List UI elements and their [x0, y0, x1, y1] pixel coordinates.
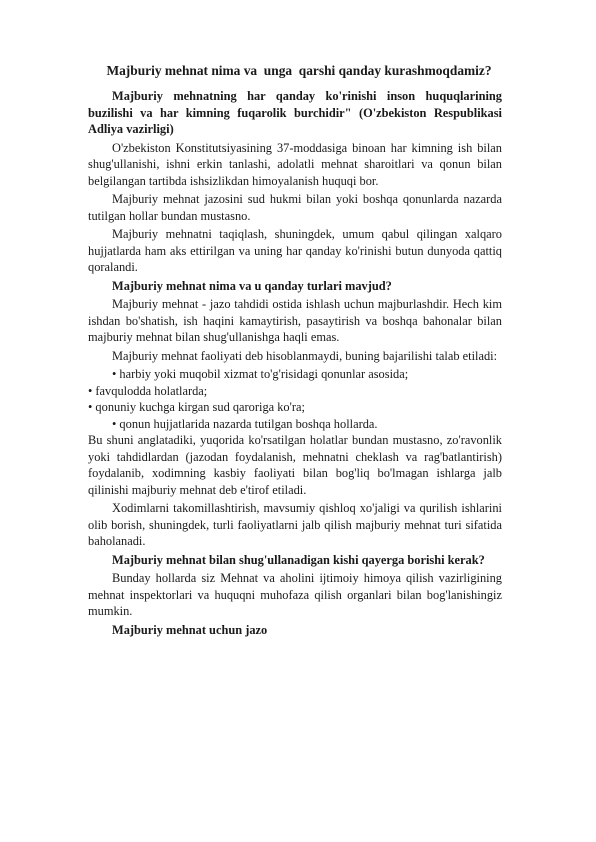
paragraph-not-considered: Majburiy mehnat faoliyati deb hisoblanmaydi, buning bajarilishi talab etiladi: [112, 348, 498, 363]
document-page [88, 62, 502, 640]
paragraph-prohibition: Majburiy mehnatni taqiqlash, shuningdek, umum qabul qilingan xalqaro hujjatlarda ham aks ettirilgan va uning har qanday ko'rinishi butun dunyoda qattiq qoralandi. [88, 227, 502, 274]
subtitle-paragraph: Majburiy mehnatning har qanday ko'rinishi inson huquqlarining buzilishi va har kimning fuqarolik burchidir" (O'zbekiston Respublikasi Adliya vazirligi) [88, 89, 502, 136]
list-item: • qonuniy kuchga kirgan sud qaroriga ko'ra; [88, 400, 305, 414]
heading-where-to-go: Majburiy mehnat bilan shug'ullanadigan kishi qayerga borishi kerak? [112, 552, 485, 567]
document-title: Majburiy mehnat nima va unga qarshi qanday kurashmoqdamiz? [106, 63, 492, 78]
list-item: • harbiy yoki muqobil xizmat to'g'risidagi qonunlar asosida; [112, 367, 409, 381]
paragraph-exception: Majburiy mehnat jazosini sud hukmi bilan yoki boshqa qonunlarda nazarda tutilgan hollar bundan mustasno. [88, 192, 502, 223]
heading-punishment: Majburiy mehnat uchun jazo [112, 622, 268, 637]
paragraph-constitution: O'zbekiston Konstitutsiyasining 37-moddasiga binoan har kimning ish bilan shug'ullanishi, ishni erkin tanlashi, adolatli mehnat sharoitlari va qonun bilan belgilangan tartibda ishsizlikdan himoyalanish huquqi bor. [88, 140, 502, 188]
list-item: • favqulodda holatlarda; [88, 383, 208, 398]
paragraph-definition: Majburiy mehnat - jazo tahdidi ostida ishlash uchun majburlashdir. Hech kim ishdan bo'shatish, ish haqini kamaytirish, pasaytirish va boshqa bahonalar bilan majburiy mehnat bilan shug'ullanishga haqli emas. [88, 297, 502, 344]
paragraph-contact: Bunday hollarda siz Mehnat va aholini ijtimoiy himoya qilish vazirligining mehnat inspektorlari va huquqni muhofaza qilish organlari bilan bog'lanishingiz mumkin. [88, 571, 502, 618]
paragraph-meaning: Bu shuni anglatadiki, yuqorida ko'rsatilgan holatlar bundan mustasno, zo'ravonlik yoki tahdidlardan (jazodan foydalanish, mehnatni cheklash va rag'batlantirish) foydalanib, xodimning kasbiy faoliyati bilan bog'liq bo'lmagan ishlarga jalb qilinishi majburiy mehnat deb e'tirof etiladi. [88, 433, 502, 497]
paragraph-evaluation: Xodimlarni takomillashtirish, mavsumiy qishloq xo'jaligi va qurilish ishlarini olib borish, shuningdek, turli faoliyatlarni jalb qilish majburiy mehnat turi sifatida baholanadi. [88, 501, 502, 548]
list-item: • qonun hujjatlarida nazarda tutilgan boshqa hollarda. [112, 416, 378, 431]
heading-what-is-forced-labor: Majburiy mehnat nima va u qanday turlari mavjud? [112, 278, 392, 293]
